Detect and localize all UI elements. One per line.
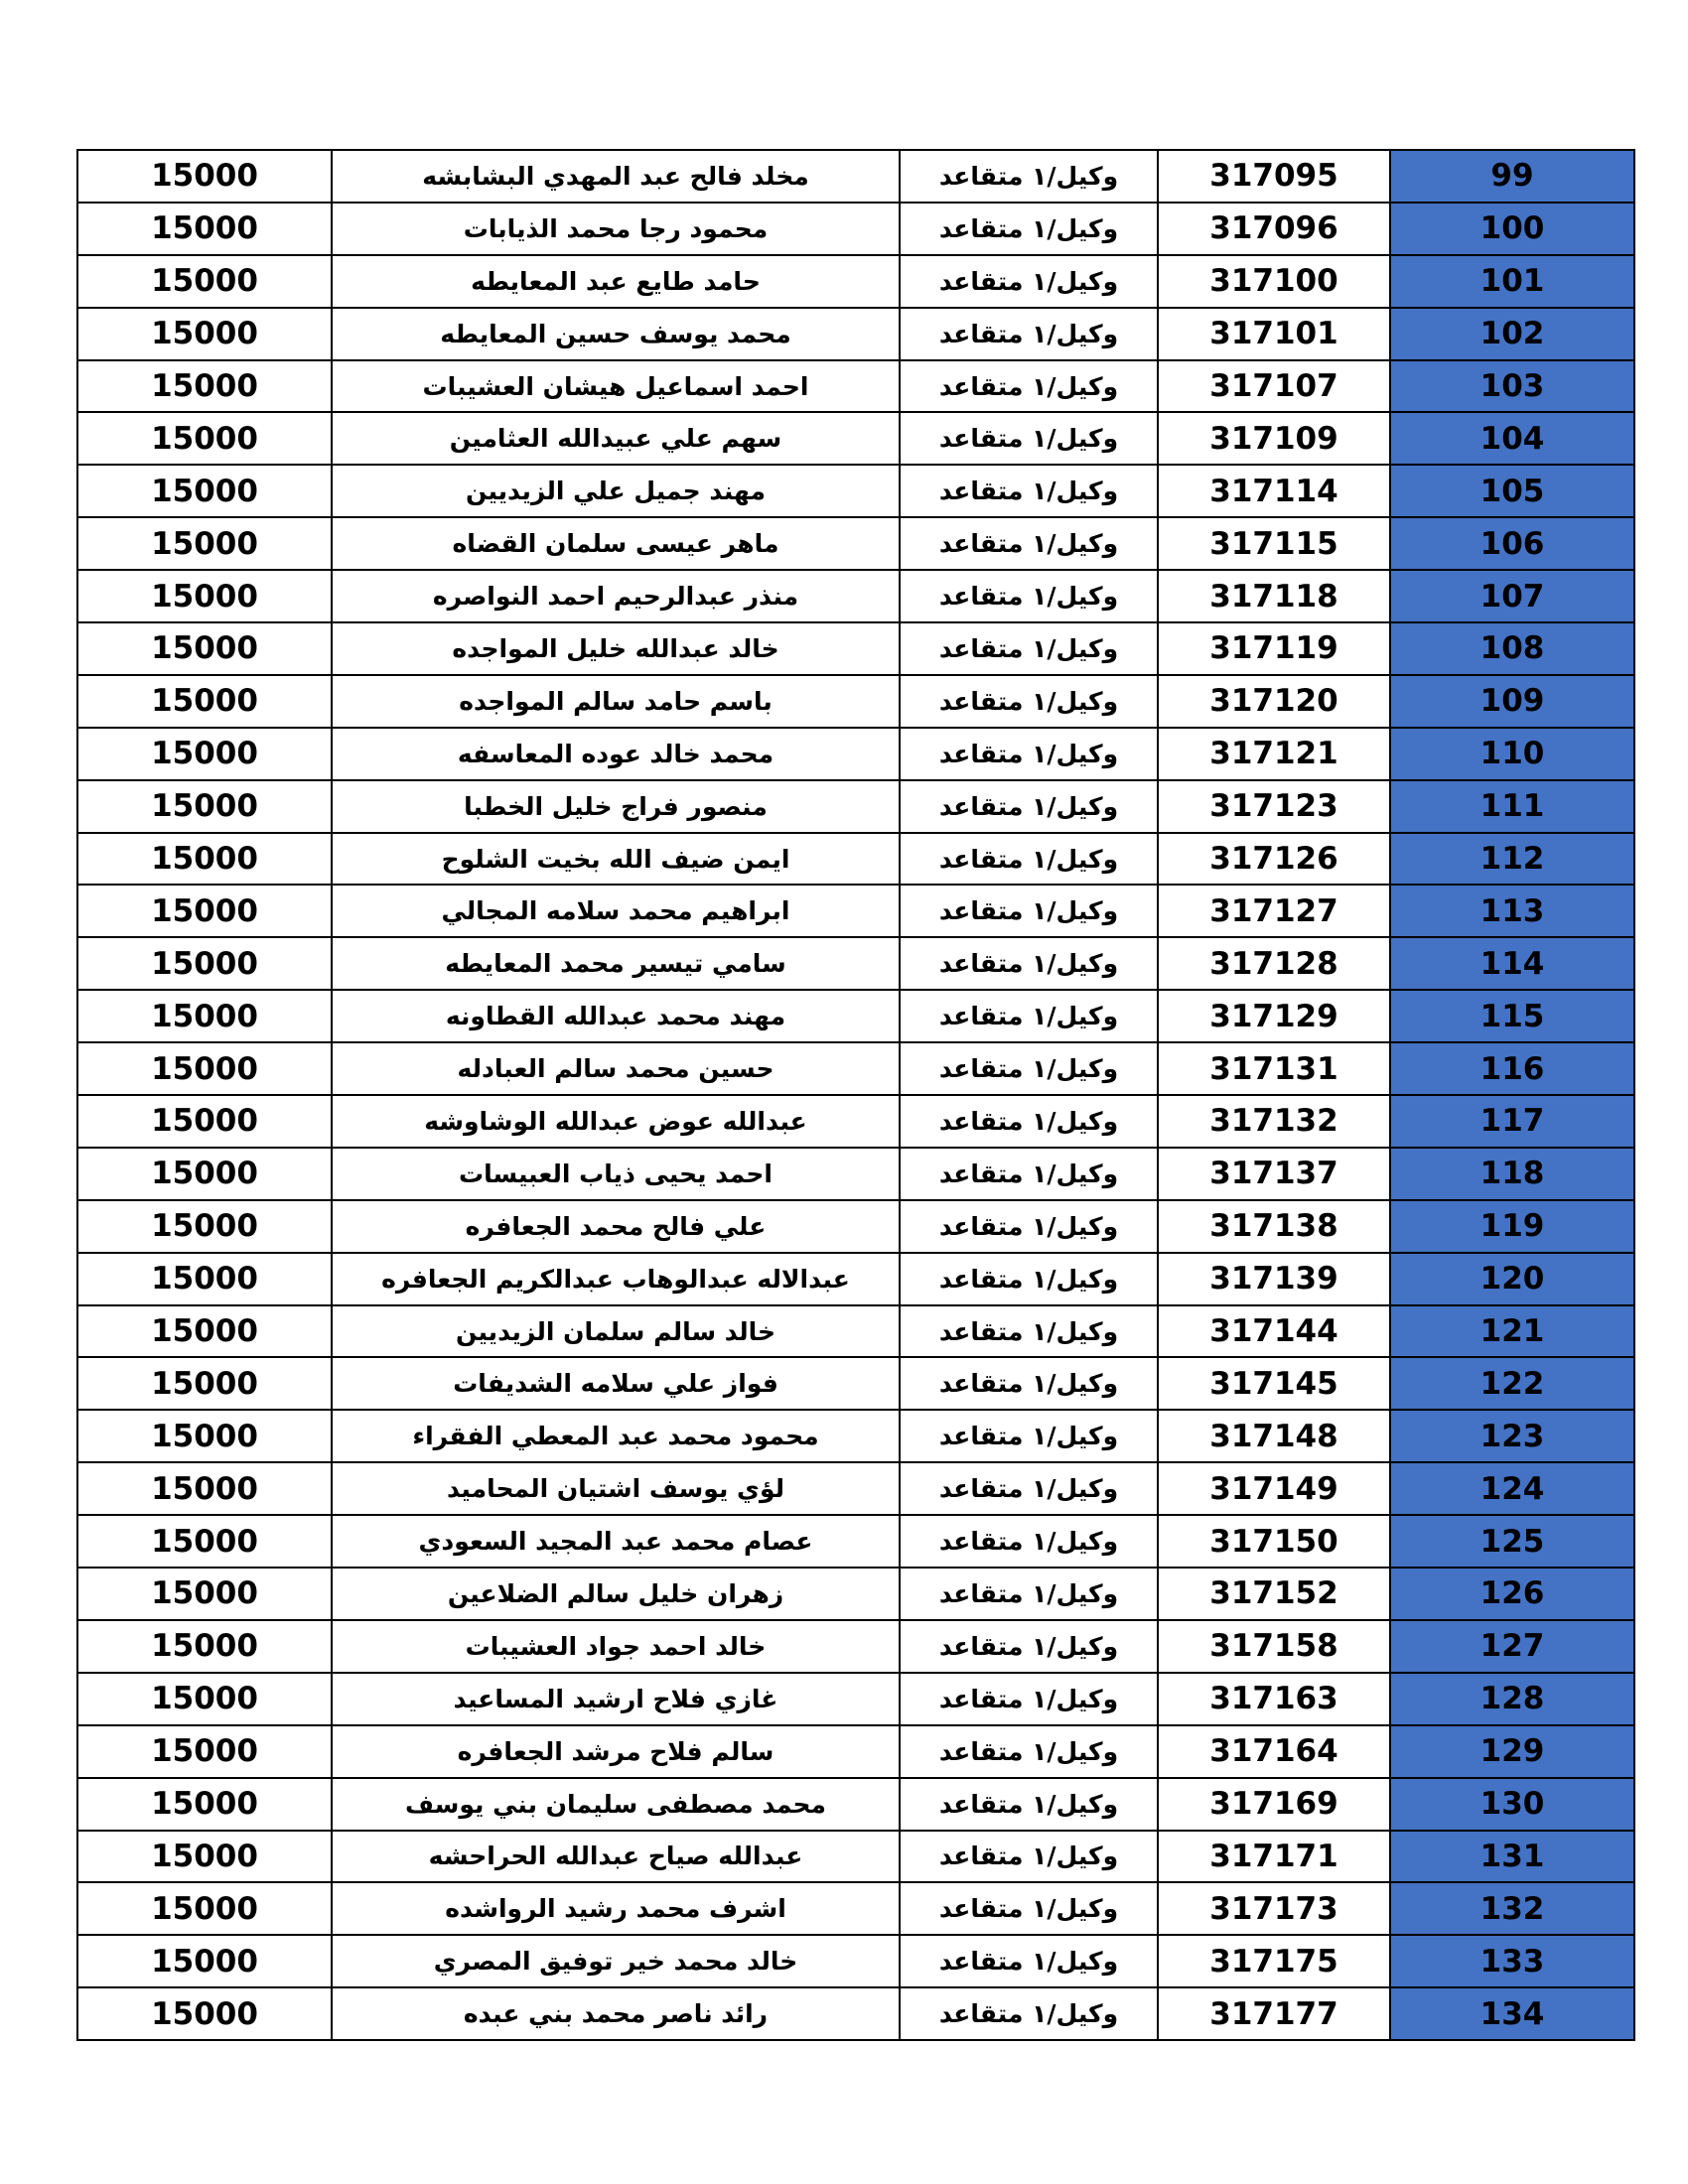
military-number-cell: 317132: [1158, 1095, 1390, 1148]
rank-cell: وكيل/١ متقاعد: [900, 570, 1158, 622]
amount-cell: 15000: [77, 1200, 332, 1253]
rank-cell: وكيل/١ متقاعد: [900, 1620, 1158, 1673]
sequence-number-cell: 132: [1390, 1882, 1634, 1935]
sequence-number-cell: 104: [1390, 412, 1634, 465]
rank-cell: وكيل/١ متقاعد: [900, 1462, 1158, 1515]
sequence-number-cell: 106: [1390, 517, 1634, 570]
rank-cell: وكيل/١ متقاعد: [900, 937, 1158, 990]
table-row: [77, 1462, 1634, 1515]
table-row: [77, 1568, 1634, 1620]
name-cell: رائد ناصر محمد بني عبده: [332, 1987, 900, 2040]
sequence-number-cell: 124: [1390, 1462, 1634, 1515]
table-row: [77, 1831, 1634, 1883]
amount-cell: 15000: [77, 990, 332, 1042]
amount-cell: 15000: [77, 1935, 332, 1987]
name-cell: مخلد فالح عبد المهدي البشابشه: [332, 150, 900, 203]
name-cell: عصام محمد عبد المجيد السعودي: [332, 1515, 900, 1568]
table-row: [77, 1935, 1634, 1987]
amount-cell: 15000: [77, 1515, 332, 1568]
amount-cell: 15000: [77, 203, 332, 255]
rank-cell: وكيل/١ متقاعد: [900, 1725, 1158, 1778]
amount-cell: 15000: [77, 622, 332, 675]
table-row: [77, 1725, 1634, 1778]
military-number-cell: 317119: [1158, 622, 1390, 675]
rank-cell: وكيل/١ متقاعد: [900, 1253, 1158, 1305]
table-row: [77, 517, 1634, 570]
amount-cell: 15000: [77, 1882, 332, 1935]
table-row: [77, 1620, 1634, 1673]
military-number-cell: 317169: [1158, 1778, 1390, 1831]
name-cell: ايمن ضيف الله بخيت الشلوح: [332, 833, 900, 886]
military-number-cell: 317114: [1158, 465, 1390, 517]
military-number-cell: 317149: [1158, 1462, 1390, 1515]
sequence-number-cell: 120: [1390, 1253, 1634, 1305]
amount-cell: 15000: [77, 255, 332, 308]
name-cell: زهران خليل سالم الضلاعين: [332, 1568, 900, 1620]
sequence-number-cell: 119: [1390, 1200, 1634, 1253]
rank-cell: وكيل/١ متقاعد: [900, 990, 1158, 1042]
rank-cell: وكيل/١ متقاعد: [900, 1831, 1158, 1883]
military-number-cell: 317145: [1158, 1357, 1390, 1410]
amount-cell: 15000: [77, 1673, 332, 1725]
rank-cell: وكيل/١ متقاعد: [900, 1515, 1158, 1568]
military-number-cell: 317137: [1158, 1148, 1390, 1200]
rank-cell: وكيل/١ متقاعد: [900, 1357, 1158, 1410]
table-row: [77, 728, 1634, 780]
table-row: [77, 255, 1634, 308]
rank-cell: وكيل/١ متقاعد: [900, 1410, 1158, 1462]
table-row: [77, 990, 1634, 1042]
amount-cell: 15000: [77, 1462, 332, 1515]
sequence-number-cell: 102: [1390, 308, 1634, 360]
amount-cell: 15000: [77, 1778, 332, 1831]
amount-cell: 15000: [77, 1095, 332, 1148]
name-cell: خالد محمد خير توفيق المصري: [332, 1935, 900, 1987]
amount-cell: 15000: [77, 517, 332, 570]
sequence-number-cell: 123: [1390, 1410, 1634, 1462]
sequence-number-cell: 130: [1390, 1778, 1634, 1831]
military-number-cell: 317164: [1158, 1725, 1390, 1778]
rank-cell: وكيل/١ متقاعد: [900, 1305, 1158, 1358]
military-number-cell: 317152: [1158, 1568, 1390, 1620]
amount-cell: 15000: [77, 780, 332, 833]
name-cell: عبدالله عوض عبدالله الوشاوشه: [332, 1095, 900, 1148]
amount-cell: 15000: [77, 1831, 332, 1883]
name-cell: منذر عبدالرحيم احمد النواصره: [332, 570, 900, 622]
rank-cell: وكيل/١ متقاعد: [900, 885, 1158, 937]
military-number-cell: 317175: [1158, 1935, 1390, 1987]
rank-cell: وكيل/١ متقاعد: [900, 465, 1158, 517]
name-cell: مهند محمد عبدالله القطاونه: [332, 990, 900, 1042]
table-row: [77, 780, 1634, 833]
sequence-number-cell: 117: [1390, 1095, 1634, 1148]
rank-cell: وكيل/١ متقاعد: [900, 1148, 1158, 1200]
name-cell: حامد طايع عبد المعايطه: [332, 255, 900, 308]
sequence-number-cell: 115: [1390, 990, 1634, 1042]
amount-cell: 15000: [77, 1568, 332, 1620]
sequence-number-cell: 125: [1390, 1515, 1634, 1568]
military-number-cell: 317131: [1158, 1042, 1390, 1095]
sequence-number-cell: 128: [1390, 1673, 1634, 1725]
sequence-number-cell: 103: [1390, 360, 1634, 413]
military-number-cell: 317127: [1158, 885, 1390, 937]
military-number-cell: 317121: [1158, 728, 1390, 780]
amount-cell: 15000: [77, 728, 332, 780]
rank-cell: وكيل/١ متقاعد: [900, 1095, 1158, 1148]
military-number-cell: 317163: [1158, 1673, 1390, 1725]
military-number-cell: 317126: [1158, 833, 1390, 886]
table-row: [77, 1778, 1634, 1831]
military-number-cell: 317177: [1158, 1987, 1390, 2040]
military-number-cell: 317138: [1158, 1200, 1390, 1253]
amount-cell: 15000: [77, 1305, 332, 1358]
name-cell: خالد احمد جواد العشيبات: [332, 1620, 900, 1673]
table-row: [77, 675, 1634, 728]
amount-cell: 15000: [77, 885, 332, 937]
military-number-cell: 317101: [1158, 308, 1390, 360]
table-row: [77, 203, 1634, 255]
rank-cell: وكيل/١ متقاعد: [900, 360, 1158, 413]
rank-cell: وكيل/١ متقاعد: [900, 780, 1158, 833]
amount-cell: 15000: [77, 1725, 332, 1778]
sequence-number-cell: 131: [1390, 1831, 1634, 1883]
amount-cell: 15000: [77, 412, 332, 465]
sequence-number-cell: 101: [1390, 255, 1634, 308]
sequence-number-cell: 122: [1390, 1357, 1634, 1410]
military-number-cell: 317107: [1158, 360, 1390, 413]
table-row: [77, 1515, 1634, 1568]
military-number-cell: 317095: [1158, 150, 1390, 203]
rank-cell: وكيل/١ متقاعد: [900, 728, 1158, 780]
name-cell: لؤي يوسف اشتيان المحاميد: [332, 1462, 900, 1515]
table-row: [77, 570, 1634, 622]
table-row: [77, 833, 1634, 886]
military-number-cell: 317144: [1158, 1305, 1390, 1358]
rank-cell: وكيل/١ متقاعد: [900, 203, 1158, 255]
amount-cell: 15000: [77, 675, 332, 728]
military-number-cell: 317171: [1158, 1831, 1390, 1883]
rank-cell: وكيل/١ متقاعد: [900, 1778, 1158, 1831]
table-row: [77, 622, 1634, 675]
sequence-number-cell: 116: [1390, 1042, 1634, 1095]
amount-cell: 15000: [77, 1253, 332, 1305]
table-row: [77, 1042, 1634, 1095]
name-cell: سهم علي عبيدالله العثامين: [332, 412, 900, 465]
rank-cell: وكيل/١ متقاعد: [900, 412, 1158, 465]
sequence-number-cell: 113: [1390, 885, 1634, 937]
rank-cell: وكيل/١ متقاعد: [900, 517, 1158, 570]
rank-cell: وكيل/١ متقاعد: [900, 622, 1158, 675]
table-row: [77, 1200, 1634, 1253]
table-row: [77, 1987, 1634, 2040]
name-cell: فواز علي سلامه الشديفات: [332, 1357, 900, 1410]
amount-cell: 15000: [77, 833, 332, 886]
amount-cell: 15000: [77, 570, 332, 622]
sequence-number-cell: 105: [1390, 465, 1634, 517]
sequence-number-cell: 111: [1390, 780, 1634, 833]
name-cell: ماهر عيسى سلمان القضاه: [332, 517, 900, 570]
name-cell: خالد عبدالله خليل المواجده: [332, 622, 900, 675]
sequence-number-cell: 121: [1390, 1305, 1634, 1358]
military-number-cell: 317115: [1158, 517, 1390, 570]
rank-cell: وكيل/١ متقاعد: [900, 1042, 1158, 1095]
military-number-cell: 317139: [1158, 1253, 1390, 1305]
name-cell: احمد اسماعيل هيشان العشيبات: [332, 360, 900, 413]
amount-cell: 15000: [77, 150, 332, 203]
name-cell: منصور فراج خليل الخطبا: [332, 780, 900, 833]
table-row: [77, 1357, 1634, 1410]
military-number-cell: 317148: [1158, 1410, 1390, 1462]
amount-cell: 15000: [77, 937, 332, 990]
name-cell: ابراهيم محمد سلامه المجالي: [332, 885, 900, 937]
name-cell: علي فالح محمد الجعافره: [332, 1200, 900, 1253]
sequence-number-cell: 127: [1390, 1620, 1634, 1673]
sequence-number-cell: 118: [1390, 1148, 1634, 1200]
name-cell: عبدالله صياح عبدالله الحراحشه: [332, 1831, 900, 1883]
name-cell: خالد سالم سلمان الزيديين: [332, 1305, 900, 1358]
rank-cell: وكيل/١ متقاعد: [900, 1673, 1158, 1725]
name-cell: محمود محمد عبد المعطي الفقراء: [332, 1410, 900, 1462]
rank-cell: وكيل/١ متقاعد: [900, 1568, 1158, 1620]
military-number-cell: 317100: [1158, 255, 1390, 308]
name-cell: حسين محمد سالم العبادله: [332, 1042, 900, 1095]
amount-cell: 15000: [77, 1620, 332, 1673]
table-row: [77, 1305, 1634, 1358]
table-row: [77, 1882, 1634, 1935]
military-number-cell: 317129: [1158, 990, 1390, 1042]
sequence-number-cell: 133: [1390, 1935, 1634, 1987]
military-number-cell: 317123: [1158, 780, 1390, 833]
military-number-cell: 317118: [1158, 570, 1390, 622]
table-body: [77, 150, 1634, 2040]
military-number-cell: 317158: [1158, 1620, 1390, 1673]
rank-cell: وكيل/١ متقاعد: [900, 1987, 1158, 2040]
amount-cell: 15000: [77, 360, 332, 413]
table-row: [77, 937, 1634, 990]
sequence-number-cell: 129: [1390, 1725, 1634, 1778]
table-row: [77, 360, 1634, 413]
name-cell: عبدالاله عبدالوهاب عبدالكريم الجعافره: [332, 1253, 900, 1305]
military-number-cell: 317173: [1158, 1882, 1390, 1935]
sequence-number-cell: 110: [1390, 728, 1634, 780]
sequence-number-cell: 107: [1390, 570, 1634, 622]
amount-cell: 15000: [77, 1357, 332, 1410]
amount-cell: 15000: [77, 1410, 332, 1462]
table-row: [77, 150, 1634, 203]
military-number-cell: 317150: [1158, 1515, 1390, 1568]
sequence-number-cell: 100: [1390, 203, 1634, 255]
table-row: [77, 1410, 1634, 1462]
table-row: [77, 1148, 1634, 1200]
name-cell: باسم حامد سالم المواجده: [332, 675, 900, 728]
table-row: [77, 1673, 1634, 1725]
name-cell: سامي تيسير محمد المعايطه: [332, 937, 900, 990]
name-cell: سالم فلاح مرشد الجعافره: [332, 1725, 900, 1778]
sequence-number-cell: 134: [1390, 1987, 1634, 2040]
rank-cell: وكيل/١ متقاعد: [900, 255, 1158, 308]
rank-cell: وكيل/١ متقاعد: [900, 1935, 1158, 1987]
amount-cell: 15000: [77, 1148, 332, 1200]
military-number-cell: 317096: [1158, 203, 1390, 255]
amount-cell: 15000: [77, 1042, 332, 1095]
name-cell: اشرف محمد رشيد الرواشده: [332, 1882, 900, 1935]
table-row: [77, 1253, 1634, 1305]
amount-cell: 15000: [77, 308, 332, 360]
table-row: [77, 412, 1634, 465]
rank-cell: وكيل/١ متقاعد: [900, 833, 1158, 886]
military-number-cell: 317109: [1158, 412, 1390, 465]
name-cell: مهند جميل علي الزيديين: [332, 465, 900, 517]
military-number-cell: 317120: [1158, 675, 1390, 728]
name-cell: محمود رجا محمد الذيابات: [332, 203, 900, 255]
rank-cell: وكيل/١ متقاعد: [900, 150, 1158, 203]
sequence-number-cell: 112: [1390, 833, 1634, 886]
amount-cell: 15000: [77, 1987, 332, 2040]
name-cell: احمد يحيى ذياب العبيسات: [332, 1148, 900, 1200]
payment-table: [76, 149, 1635, 2041]
rank-cell: وكيل/١ متقاعد: [900, 1200, 1158, 1253]
sequence-number-cell: 108: [1390, 622, 1634, 675]
rank-cell: وكيل/١ متقاعد: [900, 308, 1158, 360]
table-row: [77, 885, 1634, 937]
table-row: [77, 308, 1634, 360]
sequence-number-cell: 99: [1390, 150, 1634, 203]
name-cell: غازي فلاح ارشيد المساعيد: [332, 1673, 900, 1725]
name-cell: محمد مصطفى سليمان بني يوسف: [332, 1778, 900, 1831]
sequence-number-cell: 109: [1390, 675, 1634, 728]
sequence-number-cell: 114: [1390, 937, 1634, 990]
table-row: [77, 465, 1634, 517]
rank-cell: وكيل/١ متقاعد: [900, 1882, 1158, 1935]
table-row: [77, 1095, 1634, 1148]
name-cell: محمد يوسف حسين المعايطه: [332, 308, 900, 360]
military-number-cell: 317128: [1158, 937, 1390, 990]
rank-cell: وكيل/١ متقاعد: [900, 675, 1158, 728]
amount-cell: 15000: [77, 465, 332, 517]
name-cell: محمد خالد عوده المعاسفه: [332, 728, 900, 780]
sequence-number-cell: 126: [1390, 1568, 1634, 1620]
